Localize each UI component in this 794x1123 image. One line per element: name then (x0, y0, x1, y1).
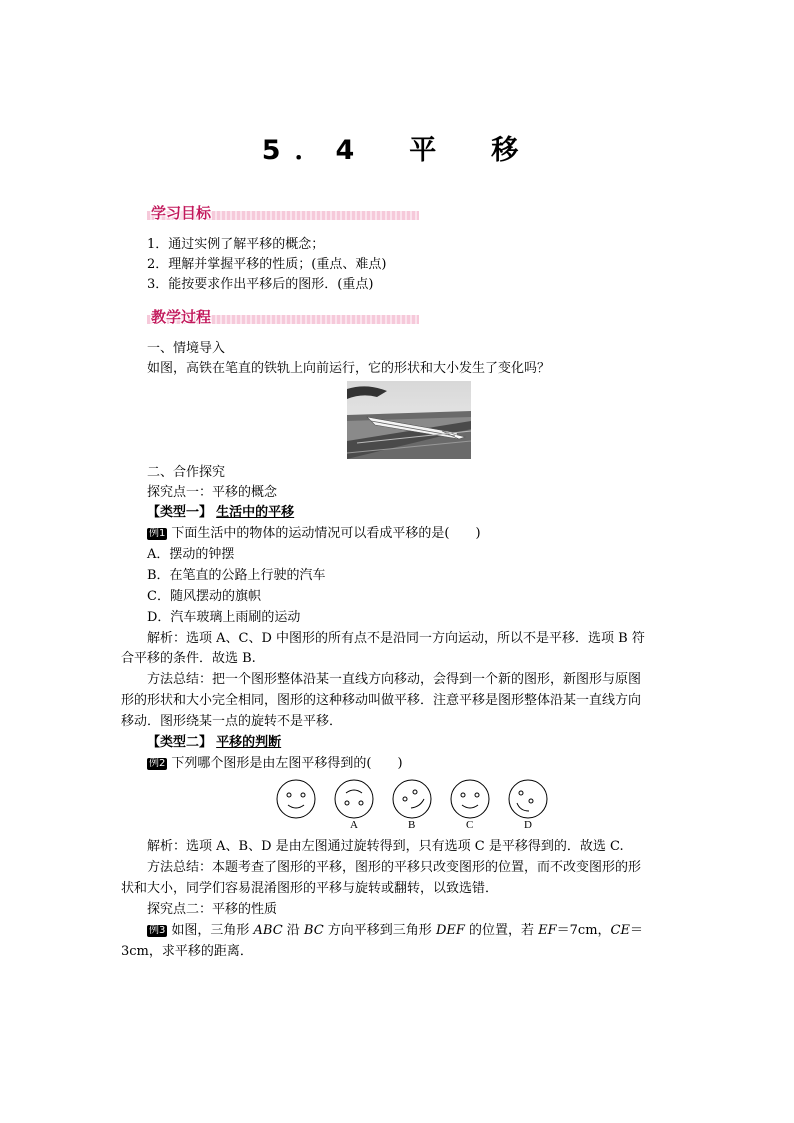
type2-prefix: 【类型二】 (147, 735, 213, 750)
option-d: D．汽车玻璃上雨刷的运动 (147, 610, 301, 625)
text: ＝7cm， (556, 923, 611, 938)
math-var: EF (538, 923, 557, 938)
type2-name: 平移的判断 (216, 735, 282, 750)
text: 方向平移到三角形 (323, 923, 436, 938)
smiley-figures (268, 775, 558, 835)
text: 如图，三角形 (171, 923, 254, 938)
ex1-analysis-line1: 解析：选项 A、C、D 中图形的所有点不是沿同一方向运动，所以不是平移．选项 B 符 (147, 631, 645, 646)
math-var: BC (303, 923, 324, 938)
option-c: C．随风摆动的旗帜 (147, 589, 261, 604)
type1-prefix: 【类型一】 (147, 505, 213, 520)
question-text: 下面生活中的物体的运动情况可以看成平移的是( ) (171, 526, 481, 541)
part1-text: 如图，高铁在笔直的铁轨上向前运行，它的形状和大小发生了变化吗？ (147, 361, 551, 376)
banner-label: 教学过程 (151, 308, 212, 326)
option-label-c: C (466, 819, 474, 831)
text: 沿 (282, 923, 304, 938)
text: ＝ (629, 923, 643, 938)
type2-heading (147, 734, 281, 752)
ex1-summary-line3: 移动．图形绕某一点的旋转不是平移． (121, 714, 343, 729)
part2-heading: 二、合作探究 (147, 465, 226, 480)
section-banner-learning-goals (147, 202, 419, 224)
ex1-analysis-line2: 合平移的条件．故选 B. (121, 651, 256, 666)
math-var: CE (610, 923, 630, 938)
part1-heading: 一、情境导入 (147, 341, 226, 356)
smiley-option-a (335, 780, 373, 818)
ex1-summary-line1: 方法总结：把一个图形整体沿某一直线方向移动，会得到一个新的图形，新图形与原图 (147, 672, 642, 687)
question-text: 下列哪个图形是由左图平移得到的( ) (171, 756, 403, 771)
example-1-question (147, 525, 481, 543)
smiley-option-b (393, 780, 431, 818)
point1-heading: 探究点一：平移的概念 (147, 485, 278, 500)
ex2-summary-line1: 方法总结：本题考查了图形的平移，图形的平移只改变图形的位置，而不改变图形的形 (147, 860, 642, 875)
example-3-line2: 3cm，求平移的距离． (121, 944, 253, 959)
smiley-original (277, 780, 315, 818)
type1-name: 生活中的平移 (216, 505, 295, 520)
point2-heading: 探究点二：平移的性质 (147, 902, 278, 917)
example-badge: 例2 (149, 758, 166, 769)
option-label-b: B (408, 819, 416, 831)
section-banner-teaching (147, 306, 419, 328)
type1-heading (147, 504, 294, 522)
example-3-question (147, 922, 643, 940)
page-title: 5．4 平 移 (261, 135, 533, 166)
goal-1: 1．通过实例了解平移的概念； (147, 237, 325, 252)
ex2-analysis: 解析：选项 A、B、D 是由左图通过旋转得到，只有选项 C 是平移得到的．故选 C. (147, 839, 624, 854)
example-2-question (147, 755, 403, 773)
goal-2: 2．理解并掌握平移的性质；(重点、难点) (147, 257, 387, 272)
option-a: A．摆动的钟摆 (147, 547, 235, 562)
example-badge: 例3 (149, 925, 166, 936)
example-badge: 例1 (149, 528, 166, 539)
train-photo (347, 381, 471, 459)
smiley-option-d (509, 780, 547, 818)
option-b: B．在笔直的公路上行驶的汽车 (147, 568, 326, 583)
math-var: ABC (253, 923, 283, 938)
math-var: DEF (435, 923, 465, 938)
smiley-option-c (451, 780, 489, 818)
option-label-a: A (350, 819, 358, 831)
goal-3: 3．能按要求作出平移后的图形．(重点) (147, 277, 374, 292)
ex1-summary-line2: 形的形状和大小完全相同，图形的这种移动叫做平移．注意平移是图形整体沿某一直线方向 (121, 693, 642, 708)
banner-label: 学习目标 (151, 204, 212, 222)
option-label-d: D (524, 819, 532, 831)
ex2-summary-line2: 状和大小，同学们容易混淆图形的平移与旋转或翻转，以致选错． (121, 881, 499, 896)
text: 的位置，若 (464, 923, 539, 938)
